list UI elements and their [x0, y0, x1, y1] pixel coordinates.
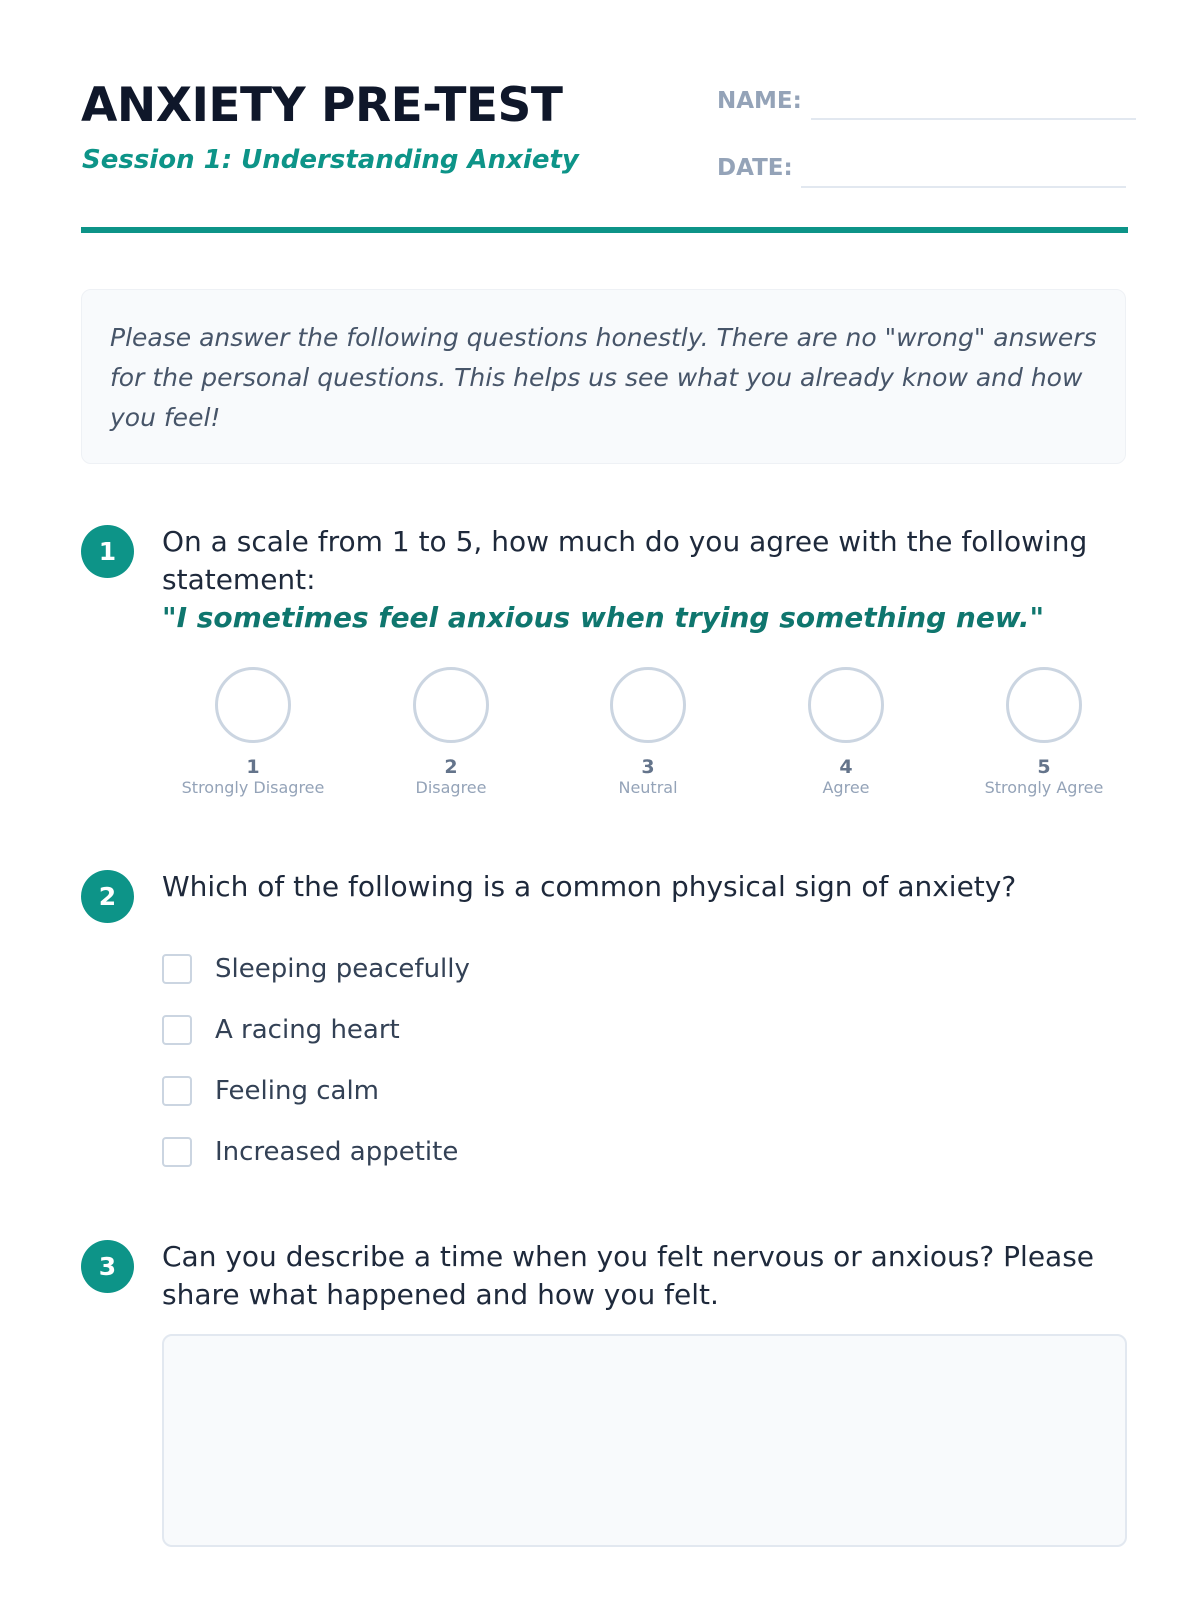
date-field[interactable] [801, 186, 1126, 188]
scale-label: Neutral [618, 778, 678, 797]
scale-value: 1 [246, 756, 260, 778]
scale-radio[interactable] [413, 667, 489, 743]
question-number-badge: 3 [81, 1240, 134, 1293]
question-1-text [162, 523, 1127, 637]
option-label: Sleeping peacefully [215, 954, 470, 984]
scale-value: 5 [1037, 756, 1051, 778]
answer-option-3[interactable] [162, 1076, 379, 1106]
question-3-text: Can you describe a time when you felt nervous or anxious? Please share what happened and how you felt. [162, 1240, 1095, 1311]
page-subtitle: Session 1: Understanding Anxiety [82, 145, 579, 175]
scale-option-5[interactable] [954, 667, 1134, 799]
scale-radio[interactable] [610, 667, 686, 743]
answer-option-4[interactable] [162, 1137, 458, 1167]
question-number-badge: 1 [81, 525, 134, 578]
date-label: DATE: [717, 155, 793, 181]
scale-option-1[interactable] [163, 667, 343, 799]
checkbox[interactable] [162, 1137, 192, 1167]
scale-label: Strongly Disagree [181, 778, 325, 797]
scale-value: 4 [839, 756, 853, 778]
page-title: ANXIETY PRE-TEST [81, 78, 563, 133]
instructions-box: Please answer the following questions honestly. There are no "wrong" answers for the personal questions. This helps us see what you already know and how you feel! [81, 289, 1126, 464]
checkbox[interactable] [162, 954, 192, 984]
scale-radio[interactable] [1006, 667, 1082, 743]
scale-radio[interactable] [215, 667, 291, 743]
scale-radio[interactable] [808, 667, 884, 743]
scale-option-3[interactable] [558, 667, 738, 799]
scale-option-4[interactable] [756, 667, 936, 799]
checkbox[interactable] [162, 1076, 192, 1106]
checkbox[interactable] [162, 1015, 192, 1045]
option-label: A racing heart [215, 1015, 400, 1045]
name-label: NAME: [717, 88, 802, 114]
answer-textarea[interactable] [162, 1334, 1127, 1547]
name-field[interactable] [811, 118, 1136, 120]
scale-option-2[interactable] [361, 667, 541, 799]
question-1-prompt: On a scale from 1 to 5, how much do you agree with the following statement: [162, 525, 1088, 596]
scale-label: Strongly Agree [984, 778, 1104, 797]
question-1-quote: "I sometimes feel anxious when trying something new." [162, 601, 1045, 634]
option-label: Increased appetite [215, 1137, 459, 1167]
answer-option-2[interactable] [162, 1015, 400, 1045]
scale-label: Agree [822, 778, 870, 797]
answer-option-1[interactable] [162, 954, 470, 984]
header-divider [81, 227, 1128, 233]
scale-value: 3 [641, 756, 655, 778]
question-2-text: Which of the following is a common physical sign of anxiety? [162, 870, 1017, 903]
scale-value: 2 [444, 756, 458, 778]
question-number-badge: 2 [81, 870, 134, 923]
option-label: Feeling calm [215, 1076, 379, 1106]
scale-label: Disagree [415, 778, 487, 797]
